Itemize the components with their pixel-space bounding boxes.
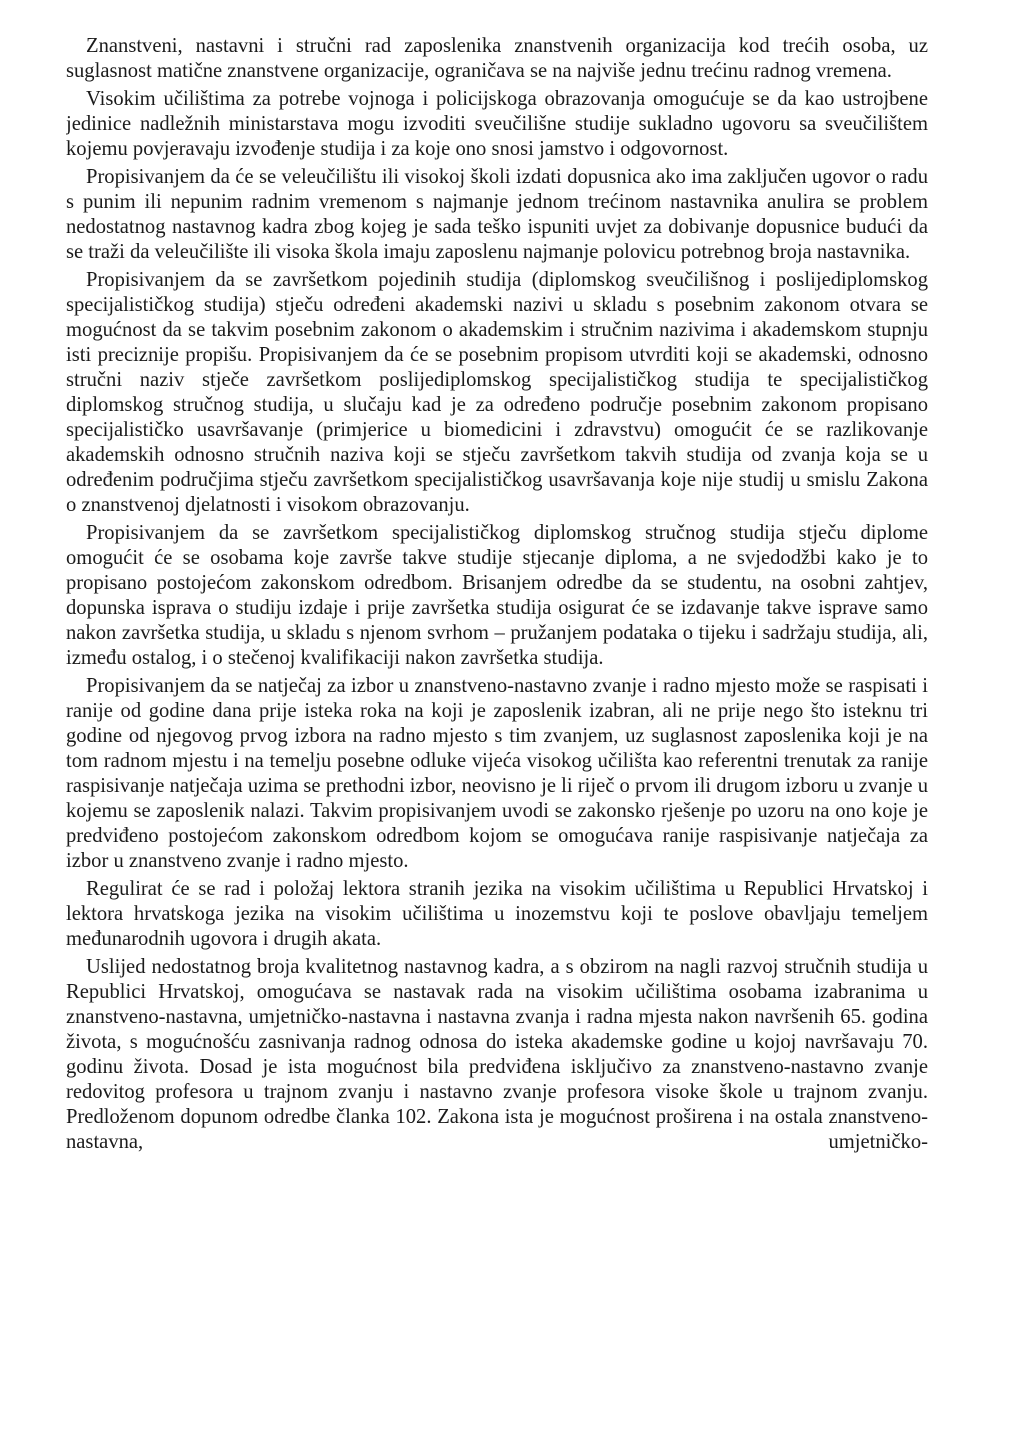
- paragraph-4: Propisivanjem da se završetkom pojedinih studija (diplomskog sveučilišnog i poslijediplomskog specijalističkog studija) stječu određeni akademski nazivi u skladu s posebnim zakonom otvara se mogućnost da se takvim posebnim zakonom o akademskim i stručnim nazivima i akademskom stupnju isti preciznije propišu. Propisivanjem da će se posebnim propisom utvrditi koji se akademski, odnosno stručni naziv stječe završetkom poslijediplomskog specijalističkog studija te specijalističkog diplomskog stručnog studija, u slučaju kad je za određeno područje posebnim zakonom propisano specijalističko usavršavanje (primjerice u biomedicini i zdravstvu) omogućit će se razlikovanje akademskih odnosno stručnih naziva koji se stječu završetkom takvih studija od zvanja koja se u određenim područjima stječu završetkom specijalističkog usavršavanja koje nije studij u smislu Zakona o znanstvenoj djelatnosti i visokom obrazovanju.: [66, 269, 928, 516]
- paragraph-8: Uslijed nedostatnog broja kvalitetnog nastavnog kadra, a s obzirom na nagli razvoj stručnih studija u Republici Hrvatskoj, omogućava se nastavak rada na visokim učilištima osobama izabranima u znanstveno-nastavna, umjetničko-nastavna i nastavna zvanja i radna mjesta nakon navršenih 65. godina života, s mogućnošću zasnivanja radnog odnosa do isteka akademske godine u kojoj navršavaju 70. godinu života. Dosad je ista mogućnost bila predviđena isključivo za znanstveno-nastavno zvanje redovitog profesora u trajnom zvanju i nastavno zvanje profesora visoke škole u trajnom zvanju. Predloženom dopunom odredbe članka 102. Zakona ista je mogućnost proširena i na ostala znanstveno-nastavna, umjetničko-: [66, 956, 928, 1153]
- paragraph-6: Propisivanjem da se natječaj za izbor u znanstveno-nastavno zvanje i radno mjesto može se raspisati i ranije od godine dana prije isteka roka na koji je zaposlenik izabran, ali ne prije nego što isteknu tri godine od njegovog prvog izbora na radno mjesto s tim zvanjem, uz suglasnost zaposlenika koji je na tom radnom mjestu i na temelju posebne odluke vijeća visokog učilišta kao referentni trenutak za ranije raspisivanje natječaja uzima se prethodni izbor, neovisno je li riječ o prvom ili drugom izboru u zvanje u kojemu se zaposlenik nalazi. Takvim propisivanjem uvodi se zakonsko rješenje po uzoru na ono koje je predviđeno postojećom zakonskom odredbom kojom se omogućava ranije raspisivanje natječaja za izbor u znanstveno zvanje i radno mjesto.: [66, 675, 928, 872]
- document-page: [66, 34, 928, 1429]
- paragraph-1: Znanstveni, nastavni i stručni rad zaposlenika znanstvenih organizacija kod trećih osoba, uz suglasnost matične znanstvene organizacije, ograničava se na najviše jednu trećinu radnog vremena.: [66, 35, 928, 82]
- paragraph-7: Regulirat će se rad i položaj lektora stranih jezika na visokim učilištima u Republici Hrvatskoj i lektora hrvatskoga jezika na visokim učilištima u inozemstvu koji te poslove obavljaju temeljem međunarodnih ugovora i drugih akata.: [66, 878, 928, 950]
- paragraph-2: Visokim učilištima za potrebe vojnoga i policijskoga obrazovanja omogućuje se da kao ustrojbene jedinice nadležnih ministarstava mogu izvoditi sveučilišne studije sukladno ugovoru sa sveučilištem kojemu povjeravaju izvođenje studija i za koje ono snosi jamstvo i odgovornost.: [66, 88, 928, 160]
- paragraph-3: Propisivanjem da će se veleučilištu ili visokoj školi izdati dopusnica ako ima zaključen ugovor o radu s punim ili nepunim radnim vremenom s najmanje jednom trećinom nastavnika anulira se problem nedostatnog nastavnog kadra zbog kojeg je sada teško ispuniti uvjet za dobivanje dopusnice budući da se traži da veleučilište ili visoka škola imaju zaposlenu najmanje polovicu potrebnog broja nastavnika.: [66, 166, 928, 263]
- paragraph-5: Propisivanjem da se završetkom specijalističkog diplomskog stručnog studija stječu diplome omogućit će se osobama koje završe takve studije stjecanje diploma, a ne svjedodžbi kako je to propisano postojećom zakonskom odredbom. Brisanjem odredbe da se studentu, na osobni zahtjev, dopunska isprava o studiju izdaje i prije završetka studija osigurat će se izdavanje takve isprave samo nakon završetka studija, u skladu s njenom svrhom – pružanjem podataka o tijeku i sadržaju studija, ali, između ostalog, i o stečenoj kvalifikaciji nakon završetka studija.: [66, 522, 928, 669]
